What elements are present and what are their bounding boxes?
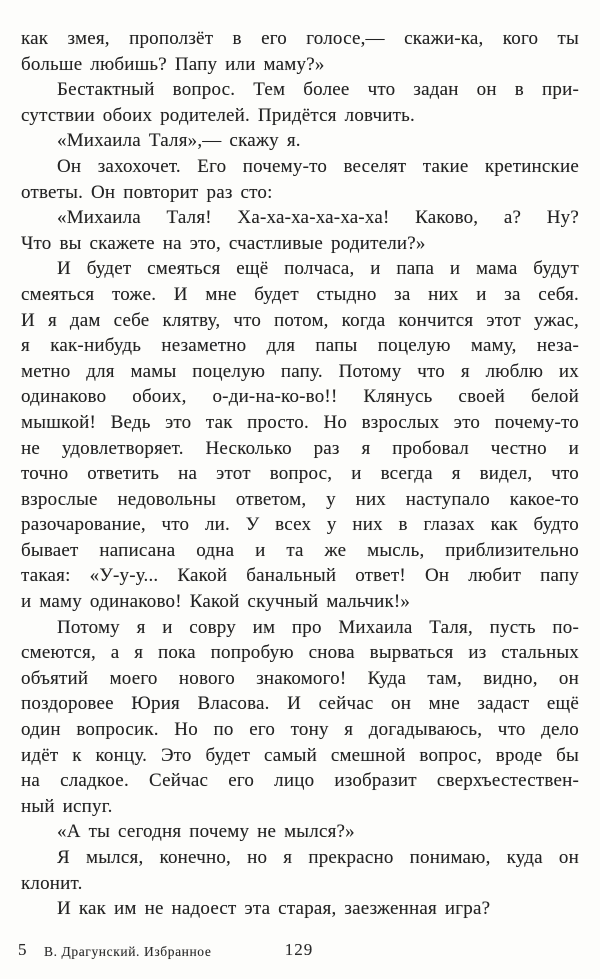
text-line: смеются, а я пока попробую снова вырваться из стальных xyxy=(21,642,579,664)
signature-mark: 5 xyxy=(18,940,27,959)
text-line: один вопросик. Но по его тону я догадываюсь, что дело xyxy=(21,719,579,741)
text-line: ный испуг. xyxy=(21,795,113,817)
text-line: клонит. xyxy=(21,872,83,894)
text-line: как змея, проползёт в его голосе,— скажи-ка, кого ты xyxy=(21,28,579,49)
text-line: смеяться тоже. И мне будет стыдно за них и за себя. xyxy=(21,283,579,305)
text-line: на сладкое. Сейчас его лицо изобразит сверхъестествен- xyxy=(21,770,579,792)
text-line: поздоровее Юрия Власова. И сейчас он мне задаст ещё xyxy=(21,693,579,715)
page-number: 129 xyxy=(284,940,314,959)
text-line: сутствии обоих родителей. Придётся ловчить. xyxy=(21,104,415,126)
text-line: разочарование, что ли. У всех у них в глазах как будто xyxy=(21,514,579,536)
text-line: идёт к концу. Это будет самый смешной вопрос, вроде бы xyxy=(21,744,579,766)
text-line: точно ответить на этот вопрос, и всегда я видел, что xyxy=(21,463,579,485)
text-line: И будет смеяться ещё полчаса, и папа и мама будут xyxy=(57,258,579,280)
text-line: я как-нибудь незаметно для папы поцелую маму, неза- xyxy=(21,335,579,357)
text-line: Потому я и совру им про Михаила Таля, пусть по- xyxy=(57,616,579,638)
text-line: взрослые недовольны ответом, у них наступало какое-то xyxy=(21,488,579,510)
text-line: Бестактный вопрос. Тем более что задан он в при- xyxy=(57,79,579,101)
text-line: больше любишь? Папу или маму?» xyxy=(21,53,325,75)
book-title: В. Драгунский. Избранное xyxy=(44,944,212,959)
text-line: такая: «У-у-у... Какой банальный ответ! Он любит папу xyxy=(21,565,579,587)
text-line: И как им не надоест эта старая, заезженная игра? xyxy=(57,898,491,920)
text-line: Я мылся, конечно, но я прекрасно понимаю, куда он xyxy=(57,847,579,868)
text-line: одинаково обоих, о-ди-на-ко-во!! Клянусь своей белой xyxy=(21,386,579,408)
text-line: «А ты сегодня почему не мылся?» xyxy=(57,821,355,843)
text-line: Он захохочет. Его почему-то веселят такие кретинские xyxy=(57,155,579,177)
text-line: «Михаила Таля! Ха-ха-ха-ха-ха-ха! Каково, а? Ну? xyxy=(57,207,579,229)
text-line: «Михаила Таля»,— скажу я. xyxy=(57,130,301,152)
text-line: объятий моего нового знакомого! Куда там, видно, он xyxy=(21,667,579,689)
text-line: не удовлетворяет. Несколько раз я пробовал честно и xyxy=(21,437,579,459)
text-line: ответы. Он повторит раз сто: xyxy=(21,181,273,203)
page-footer xyxy=(18,938,580,962)
text-line: И я дам себе клятву, что потом, когда кончится этот ужас, xyxy=(21,309,579,331)
text-line: метно для мамы поцелую папу. Потому что я люблю их xyxy=(21,360,579,382)
text-line: мышкой! Ведь это так просто. Но взрослых это почему-то xyxy=(21,411,579,433)
page-text xyxy=(21,26,579,922)
text-line: бывает написана одна и та же мысль, приблизительно xyxy=(21,539,579,561)
text-line: и маму одинаково! Какой скучный мальчик!» xyxy=(21,591,411,613)
text-line: Что вы скажете на это, счастливые родители?» xyxy=(21,232,426,254)
